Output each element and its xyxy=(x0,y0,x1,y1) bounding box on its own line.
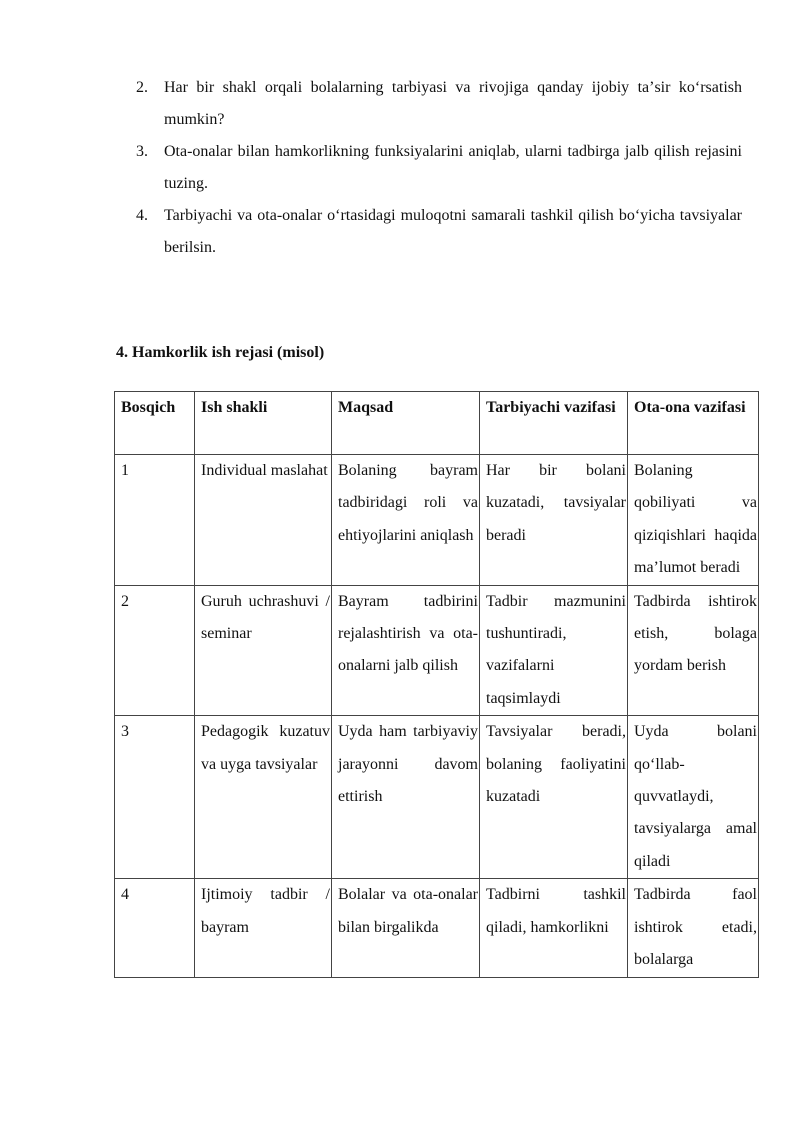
list-item-text: Tarbiyachi va ota-onalar oʻrtasidagi muloqotni samarali tashkil qilish boʻyicha tavsiyalar berilsin. xyxy=(164,207,742,256)
list-item-number: 2. xyxy=(136,79,148,96)
header-teacher-task: Tarbiyachi vazifasi xyxy=(480,392,628,455)
section-heading: 4. Hamkorlik ish rejasi (misol) xyxy=(116,344,325,361)
cooperation-plan-table xyxy=(114,391,759,978)
cell-teacher-task: Tavsiyalar beradi, bolaning faoliyatini kuzatadi xyxy=(480,716,628,879)
cell-parent-task: Bolaning qobiliyati va qiziqishlari haqida maʼlumot beradi xyxy=(628,455,759,586)
cell-goal: Bayram tadbirini rejalashtirish va ota-onalarni jalb qilish xyxy=(332,585,480,716)
cell-work-form: Guruh uchrashuvi / seminar xyxy=(195,585,332,716)
list-item xyxy=(120,136,742,200)
list-item xyxy=(120,200,742,264)
cell-work-form: Individual maslahat xyxy=(195,455,332,586)
header-stage: Bosqich xyxy=(115,392,195,455)
cell-goal: Uyda ham tarbiyaviy jarayonni davom ettirish xyxy=(332,716,480,879)
cell-goal: Bolalar va ota-onalar bilan birgalikda xyxy=(332,879,480,977)
cell-teacher-task: Tadbir mazmunini tushuntiradi, vazifalarni taqsimlaydi xyxy=(480,585,628,716)
question-list xyxy=(120,72,742,264)
list-item-text: Har bir shakl orqali bolalarning tarbiyasi va rivojiga qanday ijobiy taʼsir koʻrsatish mumkin? xyxy=(164,79,742,128)
table-header-row xyxy=(115,392,759,455)
header-goal: Maqsad xyxy=(332,392,480,455)
table-row xyxy=(115,455,759,586)
list-item-number: 3. xyxy=(136,143,148,160)
cell-teacher-task: Har bir bolani kuzatadi, tavsiyalar beradi xyxy=(480,455,628,586)
list-item-number: 4. xyxy=(136,207,148,224)
cell-stage: 2 xyxy=(115,585,195,716)
cell-teacher-task: Tadbirni tashkil qiladi, hamkorlikni xyxy=(480,879,628,977)
cell-stage: 4 xyxy=(115,879,195,977)
table-row xyxy=(115,585,759,716)
cell-work-form: Ijtimoiy tadbir / bayram xyxy=(195,879,332,977)
cell-parent-task: Tadbirda faol ishtirok etadi, bolalarga xyxy=(628,879,759,977)
header-parent-task: Ota-ona vazifasi xyxy=(628,392,759,455)
cell-parent-task: Uyda bolani qoʻllab-quvvatlaydi, tavsiyalarga amal qiladi xyxy=(628,716,759,879)
list-item-text: Ota-onalar bilan hamkorlikning funksiyalarini aniqlab, ularni tadbirga jalb qilish rejasini tuzing. xyxy=(164,143,742,192)
cell-goal: Bolaning bayram tadbiridagi roli va ehtiyojlarini aniqlash xyxy=(332,455,480,586)
list-item xyxy=(120,72,742,136)
cell-stage: 3 xyxy=(115,716,195,879)
cell-parent-task: Tadbirda ishtirok etish, bolaga yordam berish xyxy=(628,585,759,716)
table-row xyxy=(115,879,759,977)
cell-stage: 1 xyxy=(115,455,195,586)
cell-work-form: Pedagogik kuzatuv va uyga tavsiyalar xyxy=(195,716,332,879)
table-row xyxy=(115,716,759,879)
header-work-form: Ish shakli xyxy=(195,392,332,455)
